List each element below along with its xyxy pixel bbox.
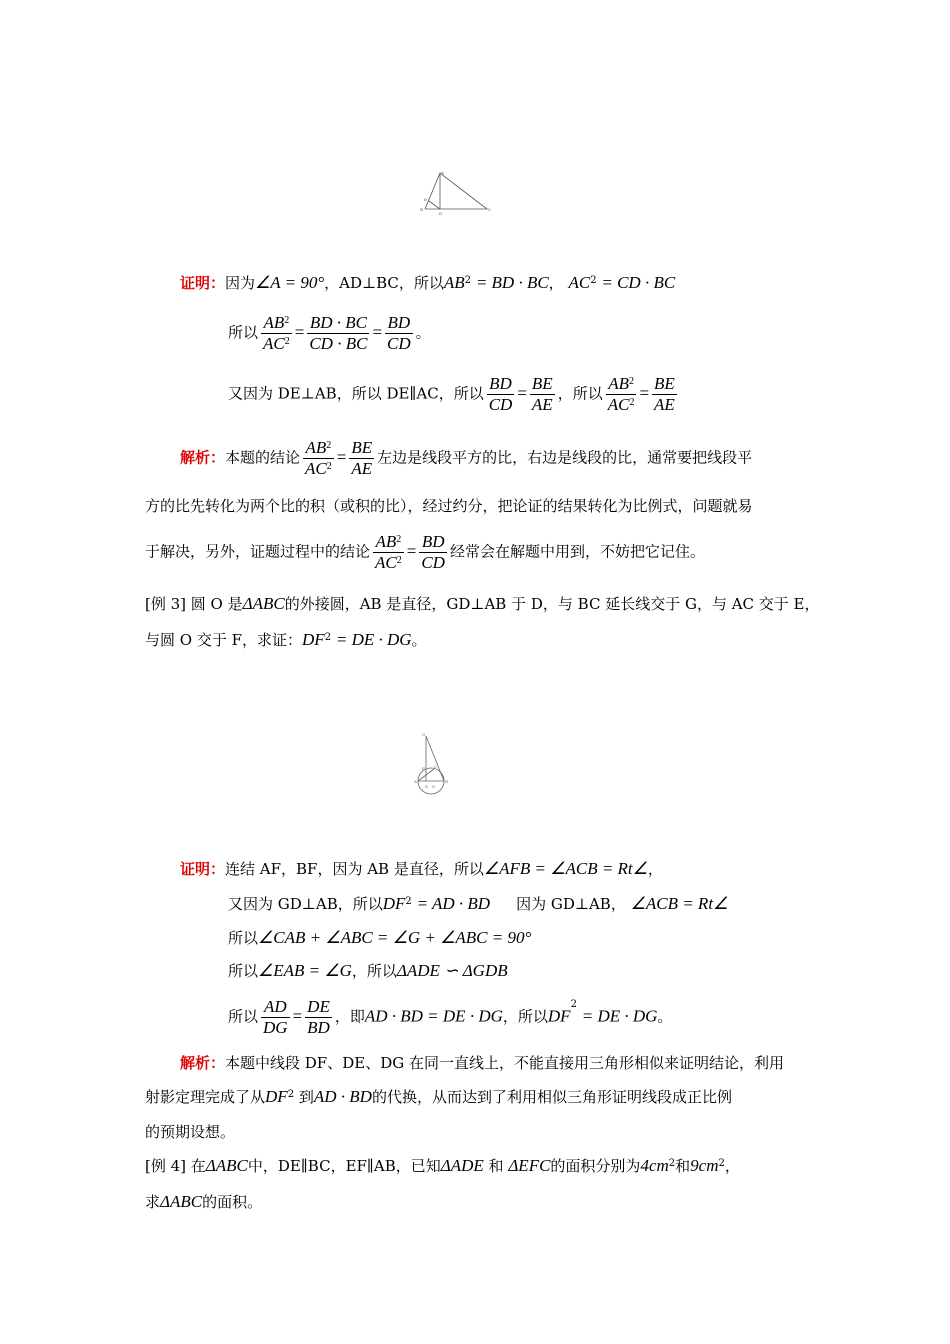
analysis-paragraph: 解析：本题的结论 $\frac{AB^2}{AC^2}$ = $\frac{BE}{AE}$ 左边是线段平方的比，右边是线段的比，通常要把线段平 bbox=[180, 438, 753, 478]
svg-text:O: O bbox=[432, 784, 436, 789]
svg-text:D: D bbox=[439, 211, 443, 216]
proof-label: 证明： bbox=[180, 274, 226, 292]
svg-text:B: B bbox=[420, 207, 423, 212]
triangle-figure bbox=[415, 168, 495, 218]
proof-line-2: 所以 $\frac{AB^2}{AC^2}$ = $\frac{BD \cdot BC}{CD \cdot BC}$ = $\frac{BD}{CD}$ 。 bbox=[228, 313, 431, 353]
svg-text:B: B bbox=[445, 779, 448, 784]
example-3-heading: [例 3] 圆 O 是ΔABC的外接圆，AB 是直径，GD⊥AB 于 D，与 BC 延长线交于 G，与 AC 交于 E， bbox=[145, 594, 820, 613]
svg-text:E: E bbox=[424, 197, 427, 202]
svg-text:A: A bbox=[414, 779, 417, 784]
proof-3-line-1: 证明：连结 AF，BF，因为 AB 是直径，所以∠AFB = ∠ACB = Rt∠， bbox=[180, 859, 663, 878]
proof-line-3: 又因为 DE⊥AB，所以 DE∥AC，所以 $\frac{BD}{CD}$ = $\frac{BE}{AE}$ ，所以 $\frac{AB^2}{AC^2}$ = $\frac{BE}{AE}$ bbox=[228, 374, 675, 414]
svg-text:C: C bbox=[434, 764, 438, 769]
example-4-heading: [例 4] 在ΔABC中，DE∥BC，EF∥AB，已知ΔADE 和 ΔEFC的面积分别为$4cm^2$和$9cm^2$， bbox=[145, 1156, 740, 1175]
svg-text:G: G bbox=[422, 732, 426, 737]
circle-figure bbox=[412, 728, 450, 798]
svg-text:A: A bbox=[441, 170, 444, 175]
svg-text:C: C bbox=[488, 207, 492, 212]
svg-text:D: D bbox=[425, 784, 429, 789]
svg-text:F: F bbox=[422, 766, 425, 771]
analysis-3: 解析：本题中线段 DF、DE、DG 在同一直线上，不能直接用三角形相似来证明结论，利用 bbox=[180, 1054, 784, 1072]
